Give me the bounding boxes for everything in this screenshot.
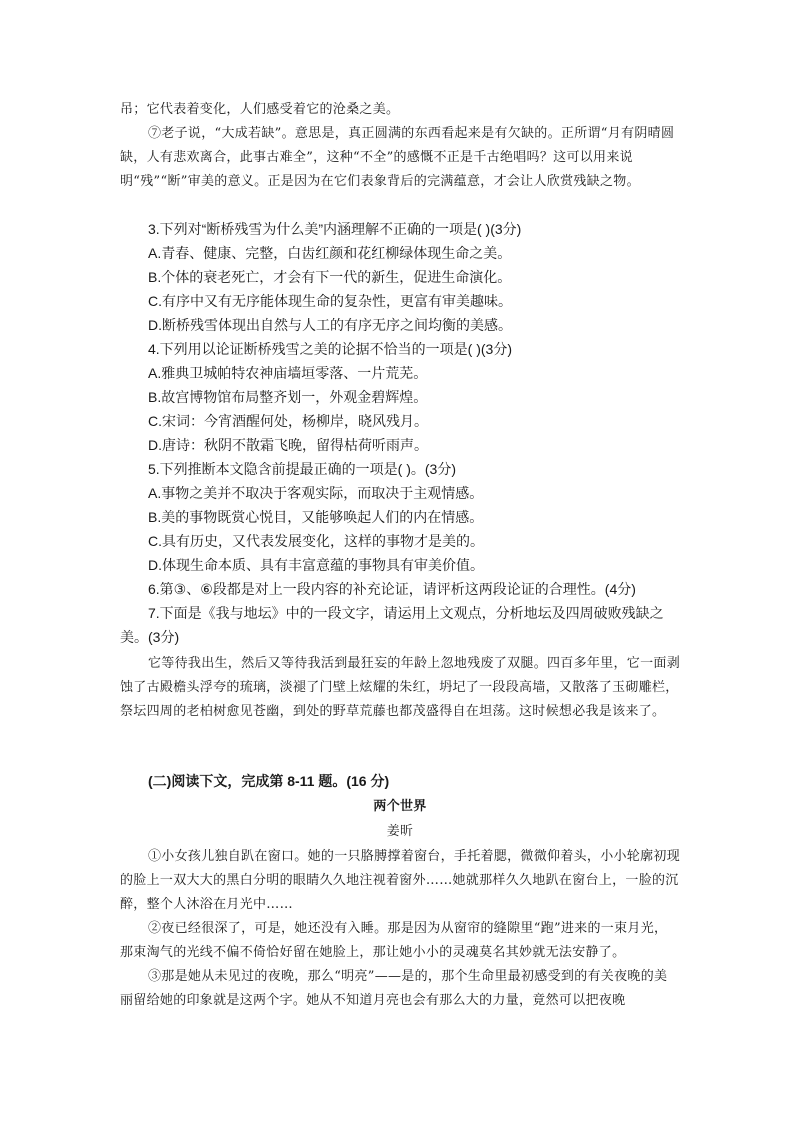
question-3-option-a: A.青春、健康、完整，白齿红颜和花红柳绿体现生命之美。	[148, 245, 512, 261]
question-5-option-d: D.体现生命本质、具有丰富意蕴的事物具有审美价值。	[148, 557, 484, 573]
question-3-option-b: B.个体的衰老死亡，才会有下一代的新生，促进生命演化。	[148, 269, 512, 285]
question-5-option-a: A.事物之美并不取决于客观实际，而取决于主观情感。	[148, 485, 484, 501]
question-3-option-c: C.有序中又有无序能体现生命的复杂性，更富有审美趣味。	[148, 293, 512, 309]
article-title: 两个世界	[373, 799, 427, 814]
question-3-option-d: D.断桥残雪体现出自然与人工的有序无序之间均衡的美感。	[148, 317, 512, 333]
article-author: 姜昕	[386, 824, 414, 839]
question-4-option-a: A.雅典卫城帕特农神庙墙垣零落、一片荒芜。	[148, 365, 428, 381]
article-paragraph-1: ①小女孩儿独自趴在窗口。她的一只胳膊撑着窗台，手托着腮，微微仰着头，小小轮廓初现的脸上一双大大的黑白分明的眼睛久久地注视着窗外……她就那样久久地趴在窗台上，一脸的沉醉，整个人沐浴在月光中……	[120, 849, 681, 912]
question-5-option-b: B.美的事物既赏心悦目，又能够唤起人们的内在情感。	[148, 509, 484, 525]
question-4-stem: 4.下列用以论证断桥残雪之美的论据不恰当的一项是( )(3分)	[148, 341, 512, 357]
question-5-stem: 5.下列推断本文隐含前提最正确的一项是( )。(3分)	[148, 461, 456, 477]
quote-paragraph: 它等待我出生，然后又等待我活到最狂妄的年龄上忽地残废了双腿。四百多年里，它一面剥蚀了古殿檐头浮夸的琉璃，淡褪了门壁上炫耀的朱红，坍圮了一段段高墙，又散落了玉砌雕栏，祭坛四周的老柏树愈见苍幽，到处的野草荒藤也都茂盛得自在坦荡。这时候想必我是该来了。	[120, 656, 681, 719]
question-7: 7.下面是《我与地坛》中的一段文字，请运用上文观点，分析地坛及四周破败残缺之美。(3分)	[120, 605, 664, 645]
question-4-option-d: D.唐诗：秋阴不散霜飞晚，留得枯荷听雨声。	[148, 437, 428, 453]
section-2-heading: (二)阅读下文，完成第 8-11 题。(16 分)	[148, 773, 390, 789]
question-3-stem: 3.下列对“断桥残雪为什么美”内涵理解不正确的一项是( )(3分)	[148, 221, 522, 237]
question-4-option-c: C.宋词：今宵酒醒何处，杨柳岸，晓风残月。	[148, 413, 428, 429]
passage-continuation-line: 吊；它代表着变化，人们感受着它的沧桑之美。	[120, 102, 400, 117]
question-5-option-c: C.具有历史，又代表发展变化，这样的事物才是美的。	[148, 533, 484, 549]
article-paragraph-2: ②夜已经很深了，可是，她还没有入睡。那是因为从窗帘的缝隙里“跑”进来的一束月光，那束淘气的光线不偏不倚恰好留在她脸上，那让她小小的灵魂莫名其妙就无法安静了。	[120, 921, 668, 960]
article-paragraph-3: ③那是她从未见过的夜晚，那么“明亮”——是的，那个生命里最初感受到的有关夜晚的美丽留给她的印象就是这两个字。她从不知道月亮也会有那么大的力量，竟然可以把夜晚	[120, 969, 668, 1008]
question-6: 6.第③、⑥段都是对上一段内容的补充论证，请评析这两段论证的合理性。(4分)	[148, 581, 636, 597]
question-4-option-b: B.故宫博物馆布局整齐划一，外观金碧辉煌。	[148, 389, 428, 405]
passage-paragraph-7: ⑦老子说，“大成若缺”。意思是，真正圆满的东西看起来是有欠缺的。正所谓“月有阴晴圆缺，人有悲欢离合，此事古难全”，这种“不全”的感慨不正是千古绝唱吗？这可以用来说明“残”“断”审美的意义。正是因为在它们表象背后的完满蕴意，才会让人欣赏残缺之物。	[120, 126, 675, 189]
